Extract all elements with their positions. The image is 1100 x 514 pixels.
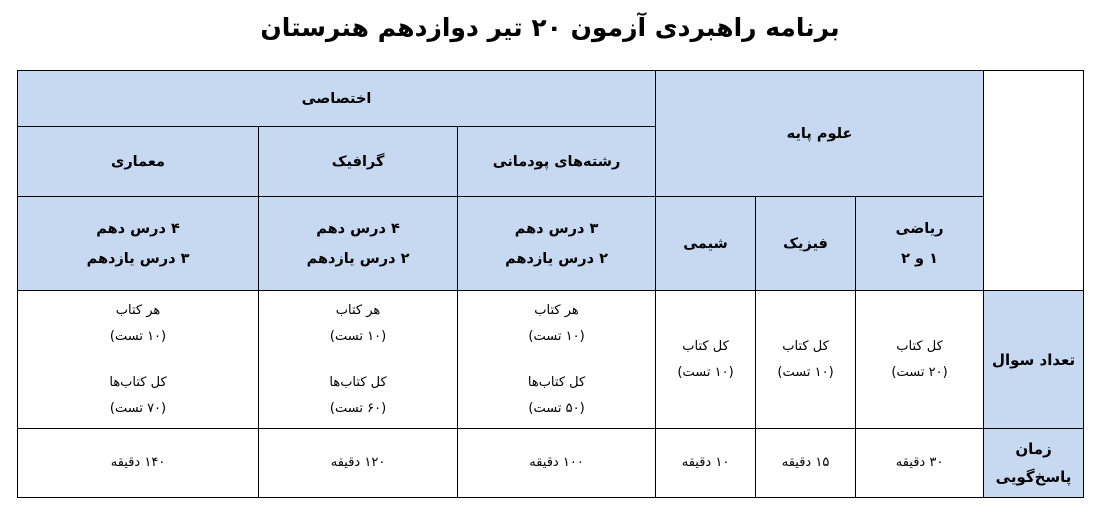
- tedad-shimi-line1: کل کتاب: [682, 338, 729, 354]
- tedad-grafik-line3: کل کتاب‌ها: [329, 374, 387, 390]
- tedad-grafik: [259, 291, 458, 429]
- tedad-poodmani-line3: کل کتاب‌ها: [527, 374, 586, 390]
- corner-cell: [984, 71, 1084, 291]
- grafik-lesson-11: ۲ درس یازدهم: [306, 250, 410, 267]
- tedad-memari-line2: (۱۰ تست): [109, 328, 167, 344]
- header-memari: معماری: [18, 127, 259, 197]
- header-fizik: فیزیک: [756, 197, 856, 291]
- tedad-grafik-line1: هر کتاب: [335, 302, 381, 318]
- header-ekhtesasi: اختصاصی: [18, 71, 656, 127]
- tedad-fizik-line2: (۱۰ تست): [777, 364, 834, 380]
- grafik-lessons: [259, 197, 458, 291]
- tedad-grafik-line4: (۶۰ تست): [329, 400, 387, 416]
- memari-lesson-10: ۴ درس دهم: [96, 220, 180, 237]
- tedad-riazi-line2: (۲۰ تست): [891, 364, 948, 380]
- riazi-number: ۱ و ۲: [901, 250, 938, 267]
- tedad-riazi: [856, 291, 984, 429]
- tedad-grafik-line2: (۱۰ تست): [329, 328, 387, 344]
- tedad-shimi: [656, 291, 756, 429]
- grafik-lesson-10: ۴ درس دهم: [316, 220, 400, 237]
- poodmani-lesson-11: ۲ درس یازدهم: [505, 250, 608, 267]
- zaman-fizik: ۱۵ دقیقه: [756, 429, 856, 498]
- header-poodmani: رشته‌های پودمانی: [458, 127, 656, 197]
- row-label-zaman: [984, 429, 1084, 498]
- zaman-poodmani: ۱۰۰ دقیقه: [458, 429, 656, 498]
- zaman-memari: ۱۴۰ دقیقه: [18, 429, 259, 498]
- tedad-poodmani-line2: (۱۰ تست): [528, 328, 585, 344]
- tedad-memari-line1: هر کتاب: [115, 302, 161, 318]
- tedad-memari-line4: (۷۰ تست): [109, 400, 167, 416]
- tedad-poodmani: [458, 291, 656, 429]
- header-shimi: شیمی: [656, 197, 756, 291]
- tedad-shimi-line2: (۱۰ تست): [677, 364, 734, 380]
- tedad-poodmani-line4: (۵۰ تست): [528, 400, 585, 416]
- poodmani-lesson-10: ۳ درس دهم: [514, 220, 599, 237]
- tedad-memari: [18, 291, 259, 429]
- header-olum-paye: علوم پایه: [656, 71, 984, 197]
- zaman-shimi: ۱۰ دقیقه: [656, 429, 756, 498]
- zaman-riazi: ۳۰ دقیقه: [856, 429, 984, 498]
- memari-lessons: [18, 197, 259, 291]
- row-label-tedad: تعداد سوال: [984, 291, 1084, 429]
- memari-lesson-11: ۳ درس یازدهم: [86, 250, 190, 267]
- tedad-poodmani-line1: هر کتاب: [534, 302, 579, 318]
- tedad-riazi-line1: کل کتاب: [896, 338, 943, 354]
- riazi-name: ریاضی: [895, 220, 944, 237]
- page-title: برنامه راهبردی آزمون ۲۰ تیر دوازدهم هنرستان: [260, 13, 840, 42]
- poodmani-lessons: [458, 197, 656, 291]
- zaman-grafik: ۱۲۰ دقیقه: [259, 429, 458, 498]
- header-riazi: [856, 197, 984, 291]
- exam-plan-table: [17, 70, 1084, 498]
- tedad-fizik-line1: کل کتاب: [782, 338, 829, 354]
- zaman-label-line2: پاسخ‌گویی: [995, 468, 1072, 486]
- tedad-memari-line3: کل کتاب‌ها: [109, 374, 167, 390]
- header-grafik: گرافیک: [259, 127, 458, 197]
- tedad-fizik: [756, 291, 856, 429]
- zaman-label-line1: زمان: [1015, 440, 1052, 458]
